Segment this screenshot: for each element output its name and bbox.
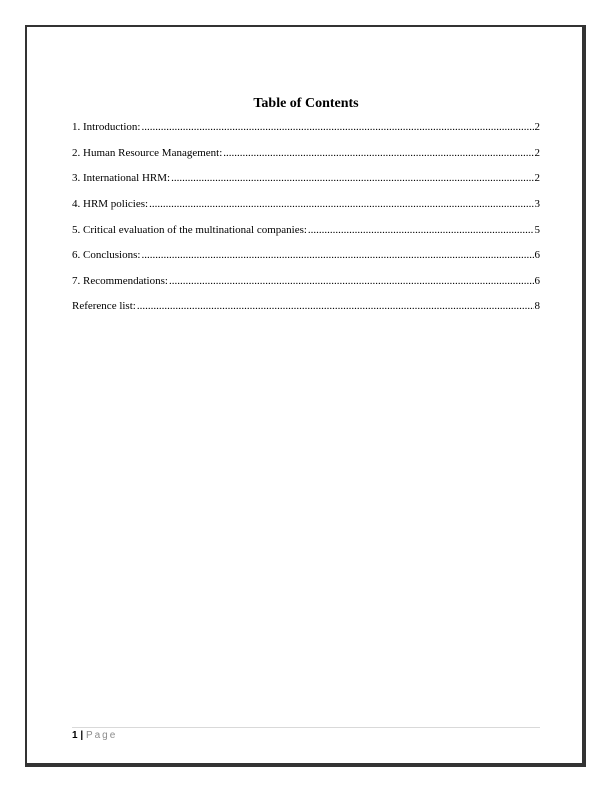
toc-entry-page: 6 — [534, 275, 540, 287]
toc-entry-conclusions[interactable] — [72, 249, 540, 262]
toc-entry-human-resource-management[interactable] — [72, 147, 540, 160]
toc-leader-dots — [308, 224, 534, 237]
page-footer — [72, 730, 117, 742]
toc-leader-dots — [169, 275, 534, 288]
toc-entry-critical-evaluation[interactable] — [72, 224, 540, 237]
footer-divider — [72, 727, 540, 728]
toc-entry-label: 3. International HRM: — [72, 172, 171, 184]
footer-separator: | — [80, 730, 84, 741]
footer-page-word: Page — [85, 730, 118, 741]
toc-entry-label: 4. HRM policies: — [72, 198, 149, 210]
toc-entry-page: 6 — [534, 249, 540, 261]
toc-entry-label: 2. Human Resource Management: — [72, 147, 223, 159]
toc-entry-recommendations[interactable] — [72, 275, 540, 288]
toc-entry-label: 7. Recommendations: — [72, 275, 168, 287]
toc-entry-page: 8 — [534, 300, 540, 312]
toc-title: Table of Contents — [253, 96, 359, 111]
toc-entry-page: 5 — [534, 224, 540, 236]
toc-entry-label: 1. Introduction: — [72, 121, 141, 133]
toc-leader-dots — [141, 121, 533, 134]
toc-entry-label: 6. Conclusions: — [72, 249, 141, 261]
toc-entry-hrm-policies[interactable] — [72, 198, 540, 211]
toc-entry-international-hrm[interactable] — [72, 172, 540, 185]
toc-leader-dots — [141, 249, 533, 262]
toc-entry-label: Reference list: — [72, 300, 136, 312]
toc-entry-page: 2 — [534, 172, 540, 184]
toc-leader-dots — [223, 147, 533, 160]
toc-leader-dots — [171, 172, 533, 185]
toc-entry-reference-list[interactable] — [72, 300, 540, 313]
footer-page-number: 1 — [72, 730, 78, 741]
page-border — [25, 25, 586, 767]
toc-entry-page: 2 — [534, 121, 540, 133]
toc-entry-page: 2 — [534, 147, 540, 159]
toc-leader-dots — [137, 300, 534, 313]
toc-leader-dots — [149, 198, 533, 211]
toc-entry-introduction[interactable] — [72, 121, 540, 134]
toc-entry-label: 5. Critical evaluation of the multinational companies: — [72, 224, 307, 236]
toc-entry-page: 3 — [534, 198, 540, 210]
